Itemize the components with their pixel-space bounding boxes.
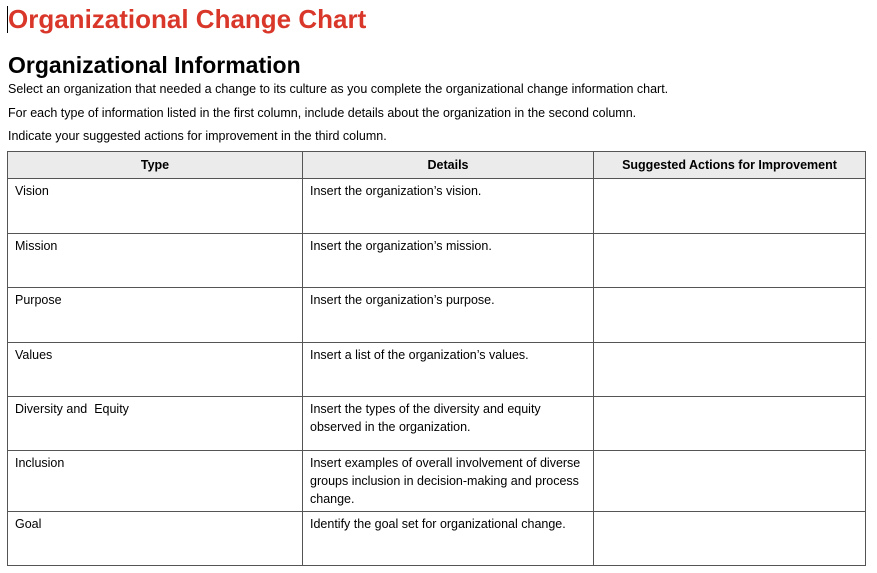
type-cell xyxy=(8,397,303,451)
actions-cell[interactable] xyxy=(594,397,866,451)
actions-cell[interactable] xyxy=(594,451,866,512)
instruction-paragraph-2: For each type of information listed in the first column, include details about the organization in the second column. xyxy=(8,106,637,120)
type-text: Inclusion xyxy=(15,456,65,470)
header-suggested-actions: Suggested Actions for Improvement xyxy=(594,152,866,179)
type-cell xyxy=(8,512,303,566)
type-cell xyxy=(8,288,303,343)
details-text: Insert examples of overall involvement of diverse groups inclusion in decision-making and process change. xyxy=(310,456,581,506)
table-header-row xyxy=(8,152,866,179)
actions-text xyxy=(594,512,865,515)
table-row xyxy=(8,343,866,397)
actions-text xyxy=(594,343,865,346)
table-row xyxy=(8,288,866,343)
details-cell[interactable] xyxy=(303,451,594,512)
details-text: Insert the organization’s purpose. xyxy=(310,293,495,307)
details-cell[interactable] xyxy=(303,234,594,288)
actions-cell[interactable] xyxy=(594,343,866,397)
header-type: Type xyxy=(8,152,303,179)
details-text: Identify the goal set for organizational change. xyxy=(310,517,566,531)
details-cell[interactable] xyxy=(303,512,594,566)
actions-text xyxy=(594,397,865,400)
document-title: Organizational Change Chart xyxy=(8,4,367,34)
table-row xyxy=(8,451,866,512)
section-heading: Organizational Information xyxy=(8,52,301,78)
details-cell[interactable] xyxy=(303,343,594,397)
actions-text xyxy=(594,288,865,291)
details-text: Insert the types of the diversity and equity observed in the organization. xyxy=(310,402,541,434)
actions-cell[interactable] xyxy=(594,288,866,343)
type-text: Mission xyxy=(15,239,58,253)
table-row xyxy=(8,512,866,566)
table-row xyxy=(8,234,866,288)
type-text: Purpose xyxy=(15,293,62,307)
actions-text xyxy=(594,179,865,182)
details-text: Insert the organization’s vision. xyxy=(310,184,482,198)
details-cell[interactable] xyxy=(303,397,594,451)
table-row xyxy=(8,397,866,451)
type-cell xyxy=(8,179,303,234)
details-cell[interactable] xyxy=(303,288,594,343)
details-cell[interactable] xyxy=(303,179,594,234)
actions-cell[interactable] xyxy=(594,234,866,288)
actions-text xyxy=(594,234,865,237)
instruction-paragraph-3: Indicate your suggested actions for improvement in the third column. xyxy=(8,129,387,143)
type-text: Vision xyxy=(15,184,49,198)
details-text: Insert a list of the organization’s values. xyxy=(310,348,529,362)
organizational-change-table xyxy=(7,151,866,566)
type-cell xyxy=(8,234,303,288)
header-details: Details xyxy=(303,152,594,179)
actions-cell[interactable] xyxy=(594,179,866,234)
type-text: Diversity and Equity xyxy=(15,402,129,416)
actions-cell[interactable] xyxy=(594,512,866,566)
table-row xyxy=(8,179,866,234)
type-text: Values xyxy=(15,348,53,362)
details-text: Insert the organization’s mission. xyxy=(310,239,492,253)
instruction-paragraph-1: Select an organization that needed a change to its culture as you complete the organizational change information chart. xyxy=(8,82,669,96)
type-cell xyxy=(8,451,303,512)
type-text: Goal xyxy=(15,517,42,531)
actions-text xyxy=(594,451,865,454)
type-cell xyxy=(8,343,303,397)
